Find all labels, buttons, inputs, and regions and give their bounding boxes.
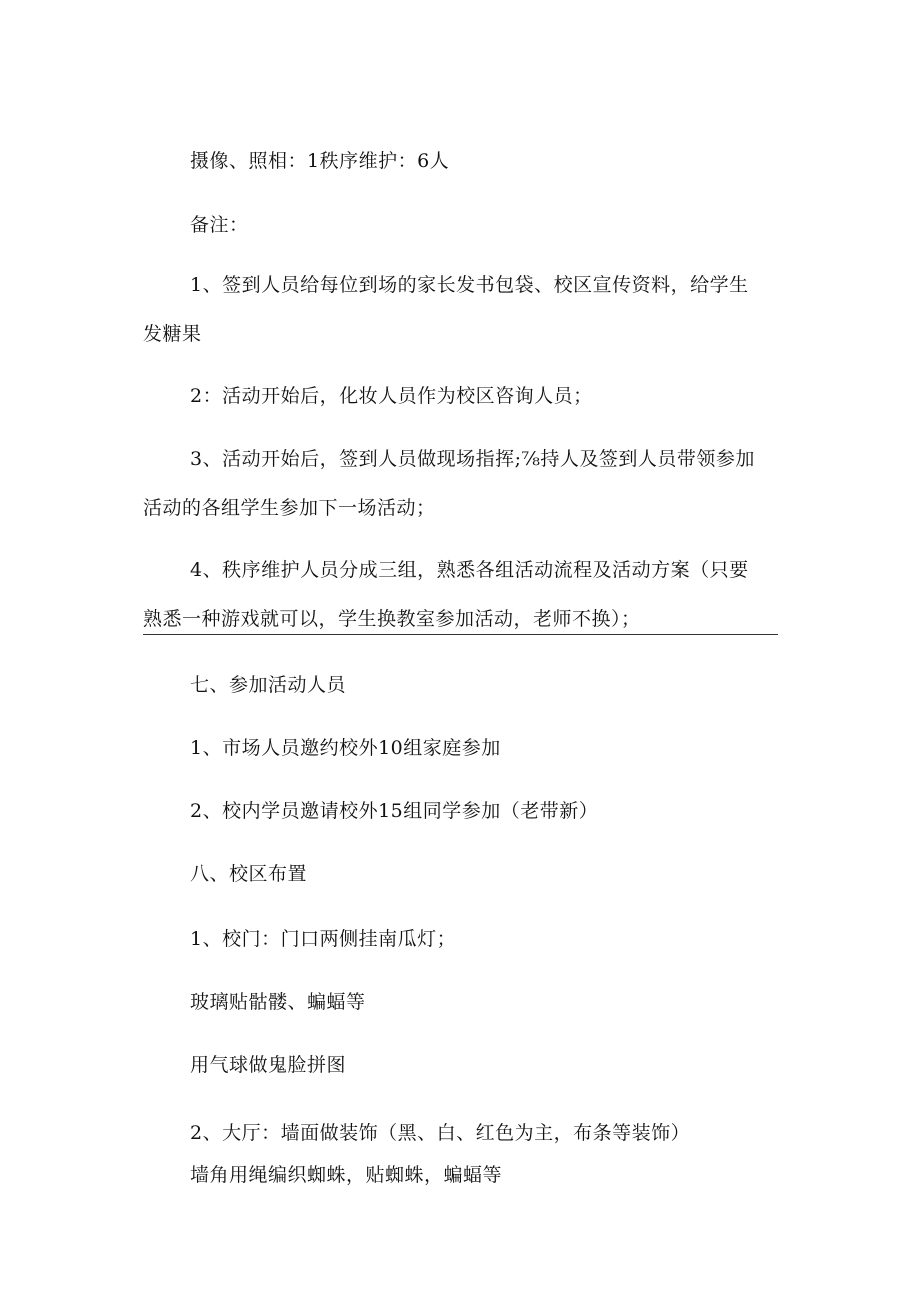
horizontal-rule: [143, 634, 778, 635]
text-line-glass-decor: 玻璃贴骷髅、蝙蝠等: [190, 991, 366, 1013]
text-line-remark-2: 2：活动开始后，化妆人员作为校区咨询人员；: [190, 385, 593, 407]
text-line-participants-2: 2、校内学员邀请校外15组同学参加（老带新）: [190, 800, 599, 822]
text-line-remark-3-cont: 活动的各组学生参加下一场活动；: [143, 497, 436, 519]
section-heading-participants: 七、参加活动人员: [190, 674, 347, 696]
text-line-remark-4: 4、秩序维护人员分成三组，熟悉各组活动流程及活动方案（只要: [190, 559, 749, 581]
text-line-remark-1: 1、签到人员给每位到场的家长发书包袋、校区宣传资料，给学生: [190, 274, 749, 296]
text-line-remark-3: 3、活动开始后，签到人员做现场指挥;⅞持人及签到人员带领参加: [190, 448, 755, 470]
text-line-hall: 2、大厅：墙面做装饰（黑、白、红色为主，布条等装饰）: [190, 1122, 691, 1144]
text-line-hall-corner: 墙角用绳编织蜘蛛，贴蜘蛛，蝙蝠等: [190, 1164, 503, 1186]
text-line-staffing: 摄像、照相：1秩序维护：6人: [190, 150, 450, 172]
text-line-gate: 1、校门：门口两侧挂南瓜灯；: [190, 928, 457, 950]
text-line-remarks-heading: 备注：: [190, 214, 249, 236]
section-heading-campus-setup: 八、校区布置: [190, 863, 308, 885]
text-line-remark-4-cont: 熟悉一种游戏就可以，学生换教室参加活动，老师不换）；: [143, 608, 641, 630]
text-line-participants-1: 1、市场人员邀约校外10组家庭参加: [190, 737, 501, 759]
text-line-remark-1-cont: 发糖果: [143, 323, 202, 345]
text-line-balloon-decor: 用气球做鬼脸拼图: [190, 1054, 347, 1076]
